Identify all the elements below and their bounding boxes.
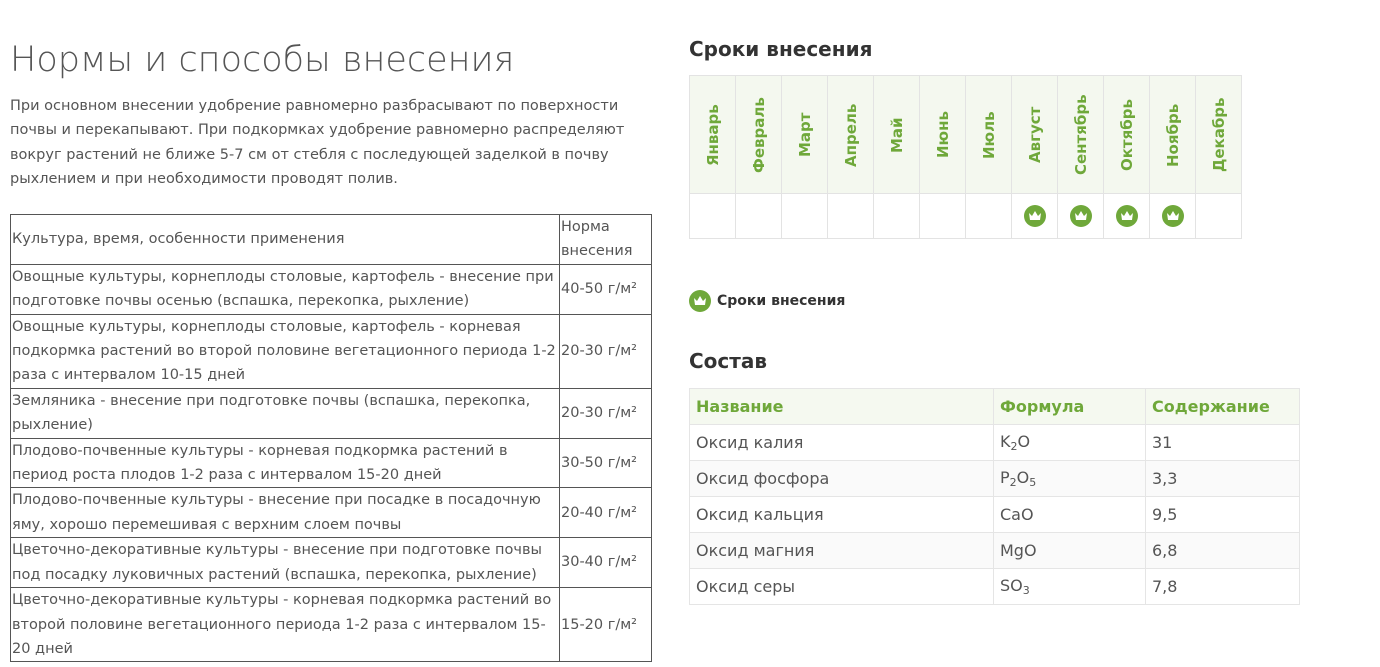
norms-table <box>10 214 652 662</box>
crown-icon <box>1116 205 1138 227</box>
month-label: Апрель <box>841 102 860 167</box>
month-header-cell <box>1196 76 1242 194</box>
month-label: Сентябрь <box>1071 94 1090 175</box>
month-header-cell <box>920 76 966 194</box>
formula-part: K <box>1000 432 1011 451</box>
table-row <box>690 569 1300 605</box>
month-label: Июль <box>979 110 998 159</box>
month-mark-cell <box>966 194 1012 239</box>
month-label: Декабрь <box>1209 97 1228 172</box>
formula-part: O <box>1017 432 1031 451</box>
norms-culture-cell: Плодово-почвенные культуры - корневая подкормка растений в период роста плодов 1-2 раза с интервалом 15-20 дней <box>11 438 560 488</box>
month-mark-cell <box>690 194 736 239</box>
month-mark-cell <box>1150 194 1196 239</box>
month-label: Май <box>887 116 906 153</box>
month-mark-cell <box>1058 194 1104 239</box>
month-mark-cell <box>1196 194 1242 239</box>
page-title: Нормы и способы внесения <box>10 40 515 80</box>
compound-name: Оксид серы <box>690 569 994 605</box>
formula-part: SO <box>1000 576 1023 595</box>
table-row <box>690 497 1300 533</box>
month-mark-cell <box>874 194 920 239</box>
norms-rate-cell: 15-20 г/м² <box>560 588 652 662</box>
compound-formula <box>994 569 1146 605</box>
compound-name: Оксид фосфора <box>690 461 994 497</box>
formula-part: 2 <box>1009 476 1017 489</box>
month-header-cell <box>966 76 1012 194</box>
table-row <box>690 461 1300 497</box>
compound-content: 7,8 <box>1146 569 1300 605</box>
table-row <box>690 425 1300 461</box>
month-header-cell <box>1150 76 1196 194</box>
compound-content: 3,3 <box>1146 461 1300 497</box>
norms-rate-cell: 20-30 г/м² <box>560 388 652 438</box>
norms-rate-cell: 20-30 г/м² <box>560 314 652 388</box>
norms-header-culture: Культура, время, особенности применения <box>11 215 560 265</box>
month-mark-cell <box>782 194 828 239</box>
compound-content: 9,5 <box>1146 497 1300 533</box>
month-mark-cell <box>828 194 874 239</box>
month-mark-cell <box>1104 194 1150 239</box>
table-row <box>11 438 652 488</box>
table-row <box>690 533 1300 569</box>
composition-header-content: Содержание <box>1146 389 1300 425</box>
table-row <box>11 588 652 662</box>
month-label: Август <box>1025 106 1044 163</box>
legend-label: Сроки внесения <box>717 293 846 309</box>
formula-part: O <box>1016 468 1030 487</box>
compound-formula <box>994 461 1146 497</box>
month-label: Март <box>795 112 814 157</box>
month-label: Январь <box>703 103 722 166</box>
norms-culture-cell: Овощные культуры, корнеплоды столовые, картофель - внесение при подготовке почвы осенью (вспашка, перекопка, рыхление) <box>11 264 560 314</box>
month-header-cell <box>782 76 828 194</box>
table-row <box>11 488 652 538</box>
crown-icon <box>689 290 711 312</box>
norms-header-row <box>11 215 652 265</box>
composition-header-row <box>690 389 1300 425</box>
month-mark-cell <box>1012 194 1058 239</box>
month-header-cell <box>1104 76 1150 194</box>
months-calendar <box>689 75 1242 239</box>
month-header-cell <box>1058 76 1104 194</box>
norms-culture-cell: Овощные культуры, корнеплоды столовые, картофель - корневая подкормка растений во второй половине вегетационного периода 1-2 раза с интервалом 10-15 дней <box>11 314 560 388</box>
month-label: Ноябрь <box>1163 102 1182 167</box>
crown-icon <box>1162 205 1184 227</box>
table-row <box>11 314 652 388</box>
compound-name: Оксид кальция <box>690 497 994 533</box>
month-header-cell <box>828 76 874 194</box>
crown-icon <box>1024 205 1046 227</box>
table-row <box>11 538 652 588</box>
composition-header-formula: Формула <box>994 389 1146 425</box>
compound-formula <box>994 497 1146 533</box>
month-label: Июнь <box>933 111 952 158</box>
month-header-cell <box>1012 76 1058 194</box>
month-header-cell <box>874 76 920 194</box>
month-header-cell <box>736 76 782 194</box>
norms-rate-cell: 20-40 г/м² <box>560 488 652 538</box>
month-mark-cell <box>736 194 782 239</box>
norms-culture-cell: Земляника - внесение при подготовке почвы (вспашка, перекопка, рыхление) <box>11 388 560 438</box>
norms-rate-cell: 30-50 г/м² <box>560 438 652 488</box>
composition-header-name: Название <box>690 389 994 425</box>
intro-text: При основном внесении удобрение равномерно разбрасывают по поверхности почвы и перекапывают. При подкормках удобрение равномерно распределяют вокруг растений не ближе 5-7 см от стебля с последующей заделкой в почву рыхлением и при необходимости проводят полив. <box>10 98 625 188</box>
formula-part: 2 <box>1010 440 1018 453</box>
month-mark-cell <box>920 194 966 239</box>
composition-title: Состав <box>689 349 768 373</box>
month-header-cell <box>690 76 736 194</box>
compound-content: 6,8 <box>1146 533 1300 569</box>
formula-part: MgO <box>1000 541 1037 560</box>
norms-culture-cell: Цветочно-декоративные культуры - корневая подкормка растений во второй половине вегетационного периода 1-2 раза с интервалом 15-20 дней <box>11 588 560 662</box>
compound-formula <box>994 425 1146 461</box>
norms-header-rate: Норма внесения <box>560 215 652 265</box>
norms-culture-cell: Плодово-почвенные культуры - внесение при посадке в посадочную яму, хорошо перемешивая с верхним слоем почвы <box>11 488 560 538</box>
compound-content: 31 <box>1146 425 1300 461</box>
table-row <box>11 264 652 314</box>
norms-rate-cell: 30-40 г/м² <box>560 538 652 588</box>
formula-part: P <box>1000 468 1010 487</box>
formula-part: 3 <box>1022 584 1030 597</box>
schedule-legend <box>689 290 845 312</box>
month-label: Октябрь <box>1117 98 1136 171</box>
schedule-title: Сроки внесения <box>689 37 873 61</box>
norms-culture-cell: Цветочно-декоративные культуры - внесение при подготовке почвы под посадку луковичных растений (вспашка, перекопка, рыхление) <box>11 538 560 588</box>
composition-table <box>689 388 1300 605</box>
formula-part: CaO <box>1000 505 1034 524</box>
formula-part: 5 <box>1029 476 1037 489</box>
norms-rate-cell: 40-50 г/м² <box>560 264 652 314</box>
crown-icon <box>1070 205 1092 227</box>
compound-name: Оксид калия <box>690 425 994 461</box>
compound-formula <box>994 533 1146 569</box>
month-label: Февраль <box>749 96 768 173</box>
table-row <box>11 388 652 438</box>
compound-name: Оксид магния <box>690 533 994 569</box>
